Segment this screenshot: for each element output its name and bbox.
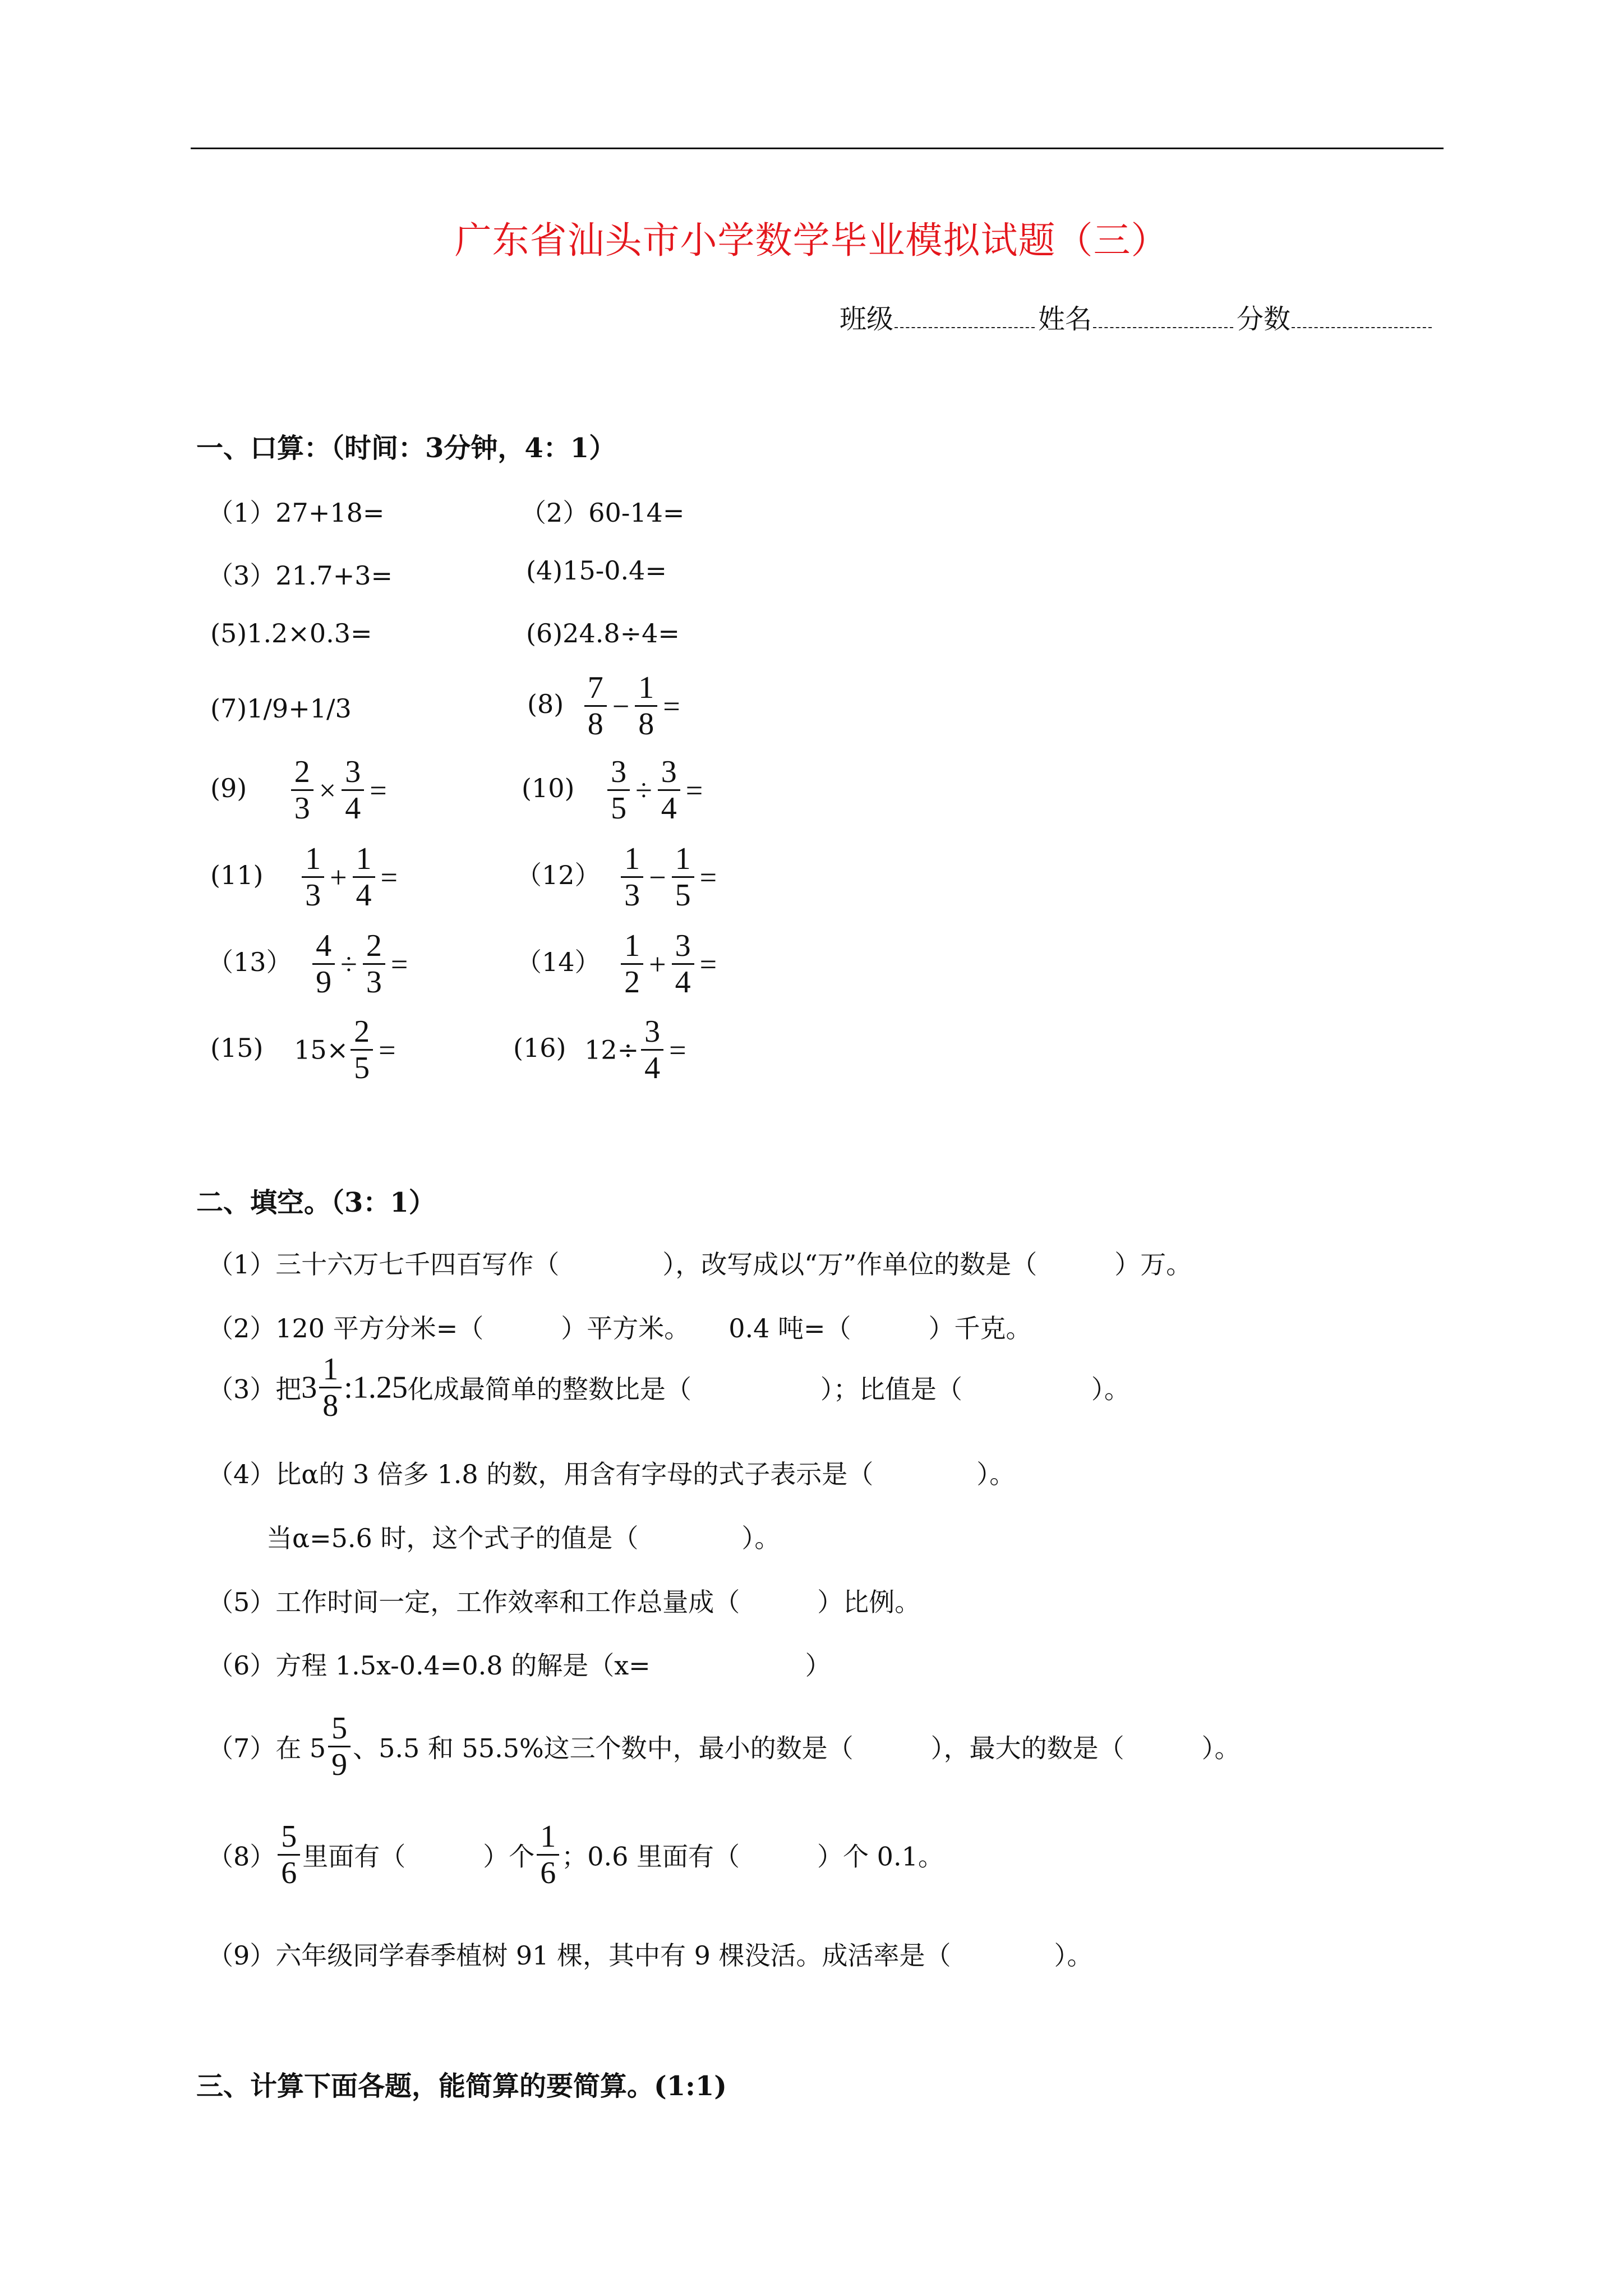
q1-7: (7)1/9+1/3 (210, 693, 352, 724)
q1-8: (8) $\frac{7}{8}$ − $\frac{1}{8}$ = (527, 670, 680, 742)
q1-15: (15) 15× $\frac{2}{5}$ = (210, 1014, 396, 1085)
q2-2: （2）120 平方分米=（ ）平方米。 0.4 吨=（ ）千克。 (208, 1313, 1032, 1343)
name-blank[interactable] (1093, 305, 1233, 328)
q2-3: （3）把3 $\frac{1}{8}$ :1.25化成最简单的整数比是（ ）；比值是（ ）。 (208, 1352, 1130, 1423)
q1-9: (9) $\frac{2}{3}$ × $\frac{3}{4}$ = (210, 754, 387, 826)
q2-5: （5）工作时间一定，工作效率和工作总量成（ ）比例。 (208, 1587, 921, 1617)
q1-14: （14） $\frac{1}{2}$ + $\frac{3}{4}$ = (516, 928, 717, 1000)
page-title: 广东省汕头市小学数学毕业模拟试题（三） (454, 219, 1169, 262)
fraction: $\frac{7}{8}$ (584, 670, 607, 742)
class-label: 班级 (840, 303, 894, 335)
q2-7: （7）在 5 $\frac{5}{9}$ 、5.5 和 55.5%这三个数中，最小的数是（ ），最大的数是（ ）。 (208, 1711, 1241, 1782)
header-rule (191, 148, 1444, 149)
q1-2: （2）60-14= (520, 498, 685, 528)
q1-6: (6)24.8÷4= (526, 618, 680, 648)
section-1-heading: 一、口算：（时间：3分钟，4：1） (196, 432, 616, 464)
q2-9: （9）六年级同学春季植树 91 棵，其中有 9 棵没活。成活率是（ ）。 (208, 1940, 1093, 1971)
q1-12: （12） $\frac{1}{3}$ − $\frac{1}{5}$ = (516, 841, 717, 913)
q1-3: （3）21.7+3= (208, 560, 393, 591)
q2-4a: （4）比α的 3 倍多 1.8 的数，用含有字母的式子表示是（ ）。 (208, 1459, 1016, 1489)
section-3-heading: 三、计算下面各题，能简算的要简算。(1:1) (196, 2070, 727, 2102)
q2-4b: 当α=5.6 时，这个式子的值是（ ）。 (266, 1523, 781, 1553)
q2-8: （8） $\frac{5}{6}$ 里面有（ ）个 $\frac{1}{6}$ ；0.6 里面有（ ）个 0.1。 (208, 1819, 944, 1890)
q2-1: （1）三十六万七千四百写作（ ），改写成以“万”作单位的数是（ ）万。 (208, 1249, 1192, 1280)
class-blank[interactable] (895, 305, 1035, 328)
q1-16: (16) 12÷ $\frac{3}{4}$ = (513, 1014, 686, 1085)
q1-13: （13） $\frac{4}{9}$ ÷ $\frac{2}{3}$ = (208, 928, 408, 1000)
q1-5: (5)1.2×0.3= (210, 618, 372, 648)
fraction: $\frac{1}{8}$ (635, 670, 657, 742)
q1-4: (4)15-0.4= (526, 555, 667, 586)
section-2-heading: 二、填空。（3：1） (196, 1187, 436, 1218)
score-label: 分数 (1237, 303, 1291, 335)
q1-1: （1）27+18= (208, 498, 385, 528)
score-blank[interactable] (1292, 305, 1432, 328)
q1-11: (11) $\frac{1}{3}$ + $\frac{1}{4}$ = (210, 841, 398, 913)
name-label: 姓名 (1038, 303, 1092, 335)
q1-10: (10) $\frac{3}{5}$ ÷ $\frac{3}{4}$ = (522, 754, 703, 826)
q2-6: （6）方程 1.5x-0.4=0.8 的解是（x= ） (208, 1650, 831, 1681)
student-info-line (840, 297, 1435, 336)
